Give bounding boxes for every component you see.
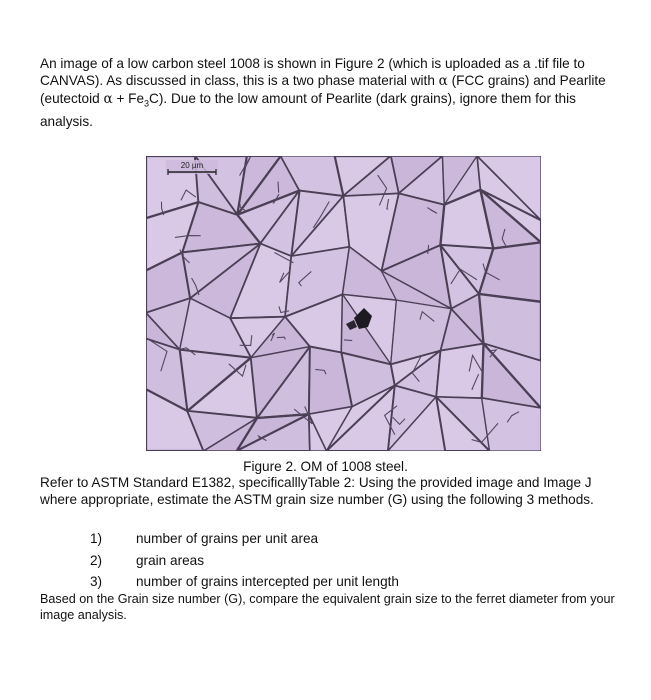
scale-bar-label: 20 µm — [180, 161, 204, 170]
alpha-symbol: α — [103, 91, 113, 108]
grain-boundaries — [146, 156, 541, 451]
list-item-number: 1) — [90, 531, 103, 546]
subscript-3: 3 — [144, 99, 150, 110]
scale-bar — [166, 160, 218, 175]
micrograph-image — [146, 156, 541, 451]
question-paragraph: Refer to ASTM Standard E1382, specificalllyTable 2: Using the provided image and Image J where appropriate, estimate the ASTM grain size number (G) using the following 3 methods. — [40, 475, 594, 508]
list-item-label: number of grains per unit area — [136, 531, 319, 546]
grain — [436, 344, 483, 399]
figure-caption: Figure 2. OM of 1008 steel. — [243, 459, 408, 474]
list-item-number: 2) — [90, 552, 103, 568]
intro-text-4: C). Due to the low amount of Pearlite (dark grains), ignore them for this analysis. — [40, 91, 576, 130]
list-item-label: number of grains intercepted per unit length — [136, 574, 399, 589]
intro-text-3: + Fe — [112, 91, 145, 107]
intro-paragraph — [40, 55, 625, 131]
list-item-number: 3) — [90, 574, 103, 589]
intro-text-1: An image of a low carbon steel 1008 is shown in Figure 2 (which is uploaded as a .tif file to CANVAS). As discussed in class, this is a two phase material with — [40, 56, 585, 89]
alpha-symbol: α — [438, 73, 448, 90]
closing-paragraph: Based on the Grain size number (G), compare the equivalent grain size to the ferret diameter from your image analysis. — [40, 592, 615, 622]
list-item-label: grain areas — [136, 552, 205, 568]
grain-boundary — [344, 340, 352, 341]
grain-boundary — [278, 182, 279, 193]
intro-text-2: (FCC grains) and Pearlite (eutectoid — [40, 73, 606, 107]
grain-structure-graphic — [146, 156, 541, 451]
grain — [482, 398, 541, 451]
